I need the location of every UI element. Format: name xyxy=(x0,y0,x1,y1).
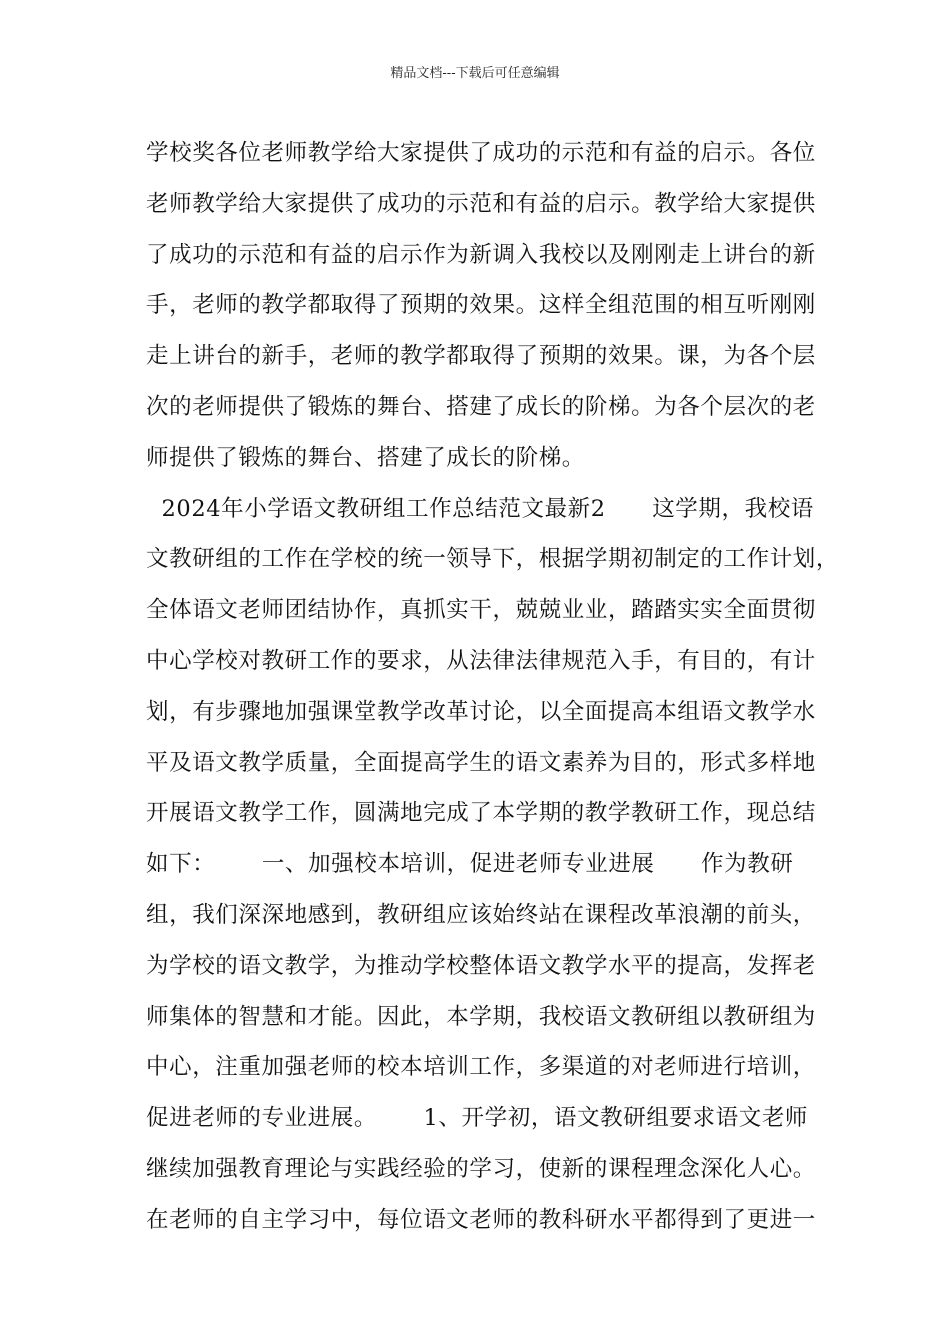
text-line: 中心，注重加强老师的校本培训工作，多渠道的对老师进行培训， xyxy=(146,1054,816,1081)
text-line: 在老师的自主学习中，每位语文老师的教科研水平都得到了更进一 xyxy=(146,1206,816,1233)
page-header: 精品文档---下载后可任意编辑 xyxy=(390,66,560,81)
text-line: 学校奖各位老师教学给大家提供了成功的示范和有益的启示。各位 xyxy=(146,140,816,166)
text-line: 全体语文老师团结协作，真抓实干，兢兢业业，踏踏实实全面贯彻 xyxy=(146,597,816,624)
document-body xyxy=(146,128,840,1246)
text-line: 走上讲台的新手，老师的教学都取得了预期的效果。课，为各个层 xyxy=(146,343,816,370)
text-line: 了成功的示范和有益的启示作为新调入我校以及刚刚走上讲台的新 xyxy=(146,241,816,268)
text-line: 划，有步骤地加强课堂教学改革讨论，以全面提高本组语文教学水 xyxy=(146,698,816,725)
text-line: 如下： 一、加强校本培训，促进老师专业进展 作为教研 xyxy=(146,851,794,878)
text-line: 为学校的语文教学，为推动学校整体语文教学水平的提高，发挥老 xyxy=(146,952,816,979)
text-line: 师集体的智慧和才能。因此，本学期，我校语文教研组以教研组为 xyxy=(146,1003,816,1030)
text-line: 促进老师的专业进展。 1、开学初，语文教研组要求语文老师 xyxy=(146,1105,809,1132)
text-line: 手，老师的教学都取得了预期的效果。这样全组范围的相互听刚刚 xyxy=(146,292,816,319)
text-line: 开展语文教学工作，圆满地完成了本学期的教学教研工作，现总结 xyxy=(146,800,816,827)
text-line: 平及语文教学质量，全面提高学生的语文素养为目的，形式多样地 xyxy=(146,749,816,776)
text-line: 文教研组的工作在学校的统一领导下，根据学期初制定的工作计划， xyxy=(146,546,840,573)
text-line: 继续加强教育理论与实践经验的学习，使新的课程理念深化人心。 xyxy=(146,1155,816,1182)
text-line: 次的老师提供了锻炼的舞台、搭建了成长的阶梯。为各个层次的老 xyxy=(146,393,816,420)
text-line: 老师教学给大家提供了成功的示范和有益的启示。教学给大家提供 xyxy=(146,190,816,217)
text-line: 组，我们深深地感到，教研组应该始终站在课程改革浪潮的前头， xyxy=(146,901,816,928)
text-line: 师提供了锻炼的舞台、搭建了成长的阶梯。 xyxy=(146,444,585,471)
text-line: 2024年小学语文教研组工作总结范文最新2 这学期，我校语 xyxy=(146,495,814,522)
text-line: 中心学校对教研工作的要求，从法律法律规范入手，有目的，有计 xyxy=(146,647,816,674)
